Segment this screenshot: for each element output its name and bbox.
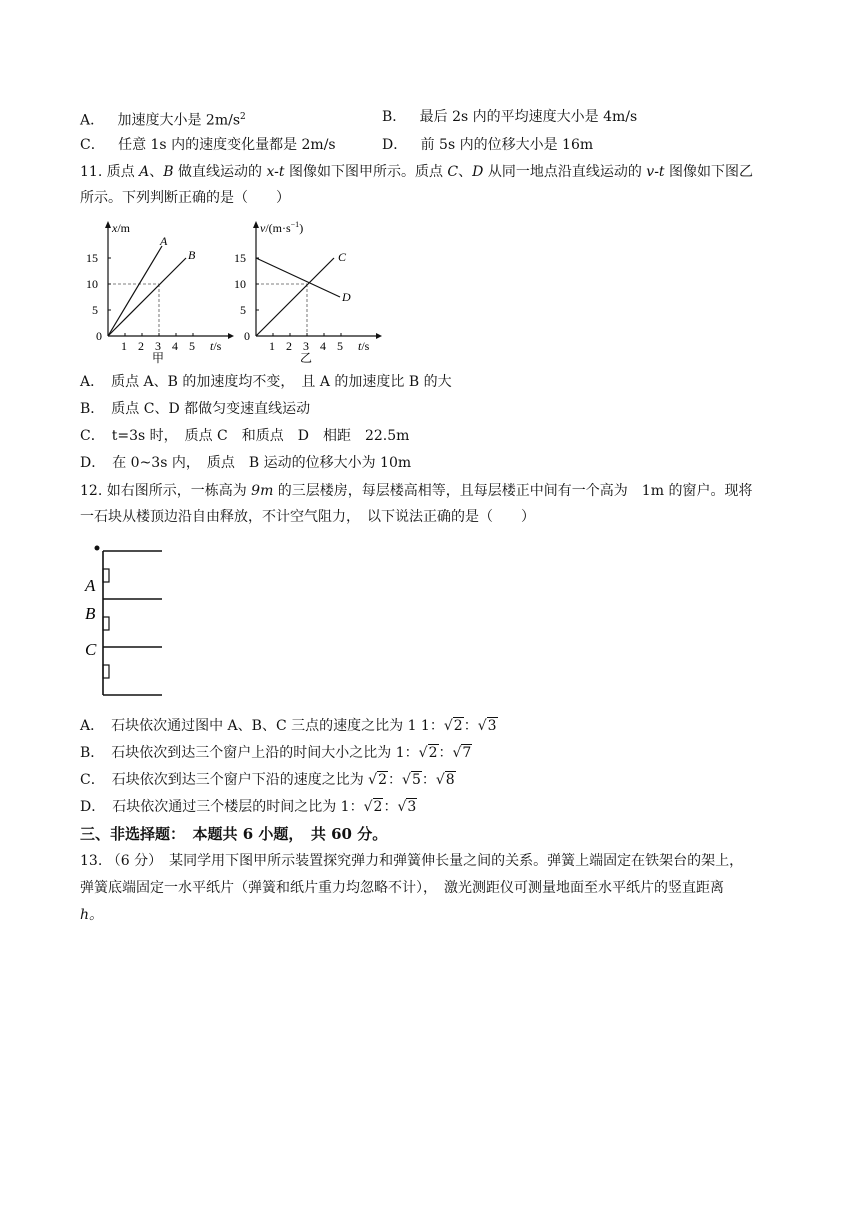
svg-text:t/s: t/s [358,339,370,353]
svg-text:0: 0 [96,329,102,343]
graph-jia-label-A: A [160,234,168,248]
q11-option-a: A． 质点 A、B 的加速度均不变， 且 A 的加速度比 B 的大 [80,374,452,390]
svg-text:B: B [85,604,96,623]
svg-text:10: 10 [86,277,98,291]
window-2 [103,617,109,630]
svg-text:4: 4 [320,339,326,353]
q11-stem-line2: 所示。下列判断正确的是（ ） [80,190,290,206]
svg-text:3: 3 [155,339,161,353]
q12-option-c: C． 石块依次到达三个窗户下沿的速度之比为 √2：√5：√8 [80,772,455,788]
q12-option-a: A． 石块依次通过图中 A、B、C 三点的速度之比为 1 1：√2：√3 [80,718,497,734]
svg-text:3: 3 [303,339,309,353]
q12-stem-line1: 12. 如右图所示，一栋高为 9m 的三层楼房，每层楼高相等，且每层楼正中间有一个高为 1m 的窗户。现将 [80,483,753,499]
graph-yi-label-D: D [342,290,351,304]
svg-text:5: 5 [92,303,98,317]
q10-option-d: D． 前 5s 内的位移大小是 16m [382,137,594,153]
svg-text:乙: 乙 [300,351,313,365]
q10-option-a: A． 加速度大小是 $2m/s^2$ [80,112,246,129]
q11-option-c: C． t=3s 时， 质点 C 和质点 D 相距 22.5m [80,428,410,444]
graph-jia-label-B: B [188,248,196,262]
svg-text:t/s: t/s [210,339,222,353]
q13-line1: 13. （6 分） 某同学用下图甲所示装置探究弹力和弹簧伸长量之间的关系。弹簧上端固定在铁架台的架上， [80,853,744,869]
q12-stem-line2: 一石块从楼顶边沿自由释放，不计空气阻力， 以下说法正确的是（ ） [80,509,535,525]
window-3 [103,665,109,678]
svg-text:甲: 甲 [152,351,165,365]
svg-text:4: 4 [172,339,178,353]
q11-stem-line1: 11. 质点 A、B 做直线运动的 x-t 图像如下图甲所示。质点 C、D 从同一地点沿直线运动的 v-t 图像如下图乙 [80,164,753,180]
graph-yi-label-C: C [338,250,347,264]
q12-building-figure [82,540,166,700]
svg-text:0: 0 [244,329,250,343]
svg-text:1: 1 [269,339,275,353]
svg-text:2: 2 [138,339,144,353]
section-3-heading: 三、非选择题： 本题共 6 小题， 共 60 分。 [80,825,388,843]
svg-text:x/m: x/m [112,221,130,235]
q10-option-b: B． 最后 2s 内的平均速度大小是 4m/s [382,109,638,125]
q11-option-d: D． 在 0~3s 内， 质点 B 运动的位移大小为 10m [80,455,412,471]
window-1 [103,569,109,582]
q11-graph-yi [236,218,382,364]
svg-text:1: 1 [121,339,127,353]
svg-text:5: 5 [337,339,343,353]
q12-option-d: D． 石块依次通过三个楼层的时间之比为 1：√2：√3 [80,799,417,815]
svg-text:A: A [85,576,96,595]
q11-option-b: B． 质点 C、D 都做匀变速直线运动 [80,401,311,417]
q12-option-b: B． 石块依次到达三个窗户上沿的时间大小之比为 1：√2：√7 [80,745,472,761]
q13-line2: 弹簧底端固定一水平纸片（弹簧和纸片重力均忽略不计）， 激光测距仪可测量地面至水平纸片的竖直距离 [80,880,724,896]
q10-option-c: C． 任意 1s 内的速度变化量都是 2m/s [80,137,336,153]
svg-text:10: 10 [234,277,246,291]
svg-text:2: 2 [286,339,292,353]
q11-graph-jia [88,218,234,364]
svg-text:15: 15 [86,251,98,265]
stone-dot [95,546,100,551]
svg-text:15: 15 [234,251,246,265]
q13-line3: h。 [80,907,104,923]
svg-text:5: 5 [189,339,195,353]
svg-text:C: C [85,640,97,659]
svg-text:5: 5 [240,303,246,317]
svg-text:v/(m·s−1): $v/(m\cdot s^{-1})$ [260,220,304,235]
